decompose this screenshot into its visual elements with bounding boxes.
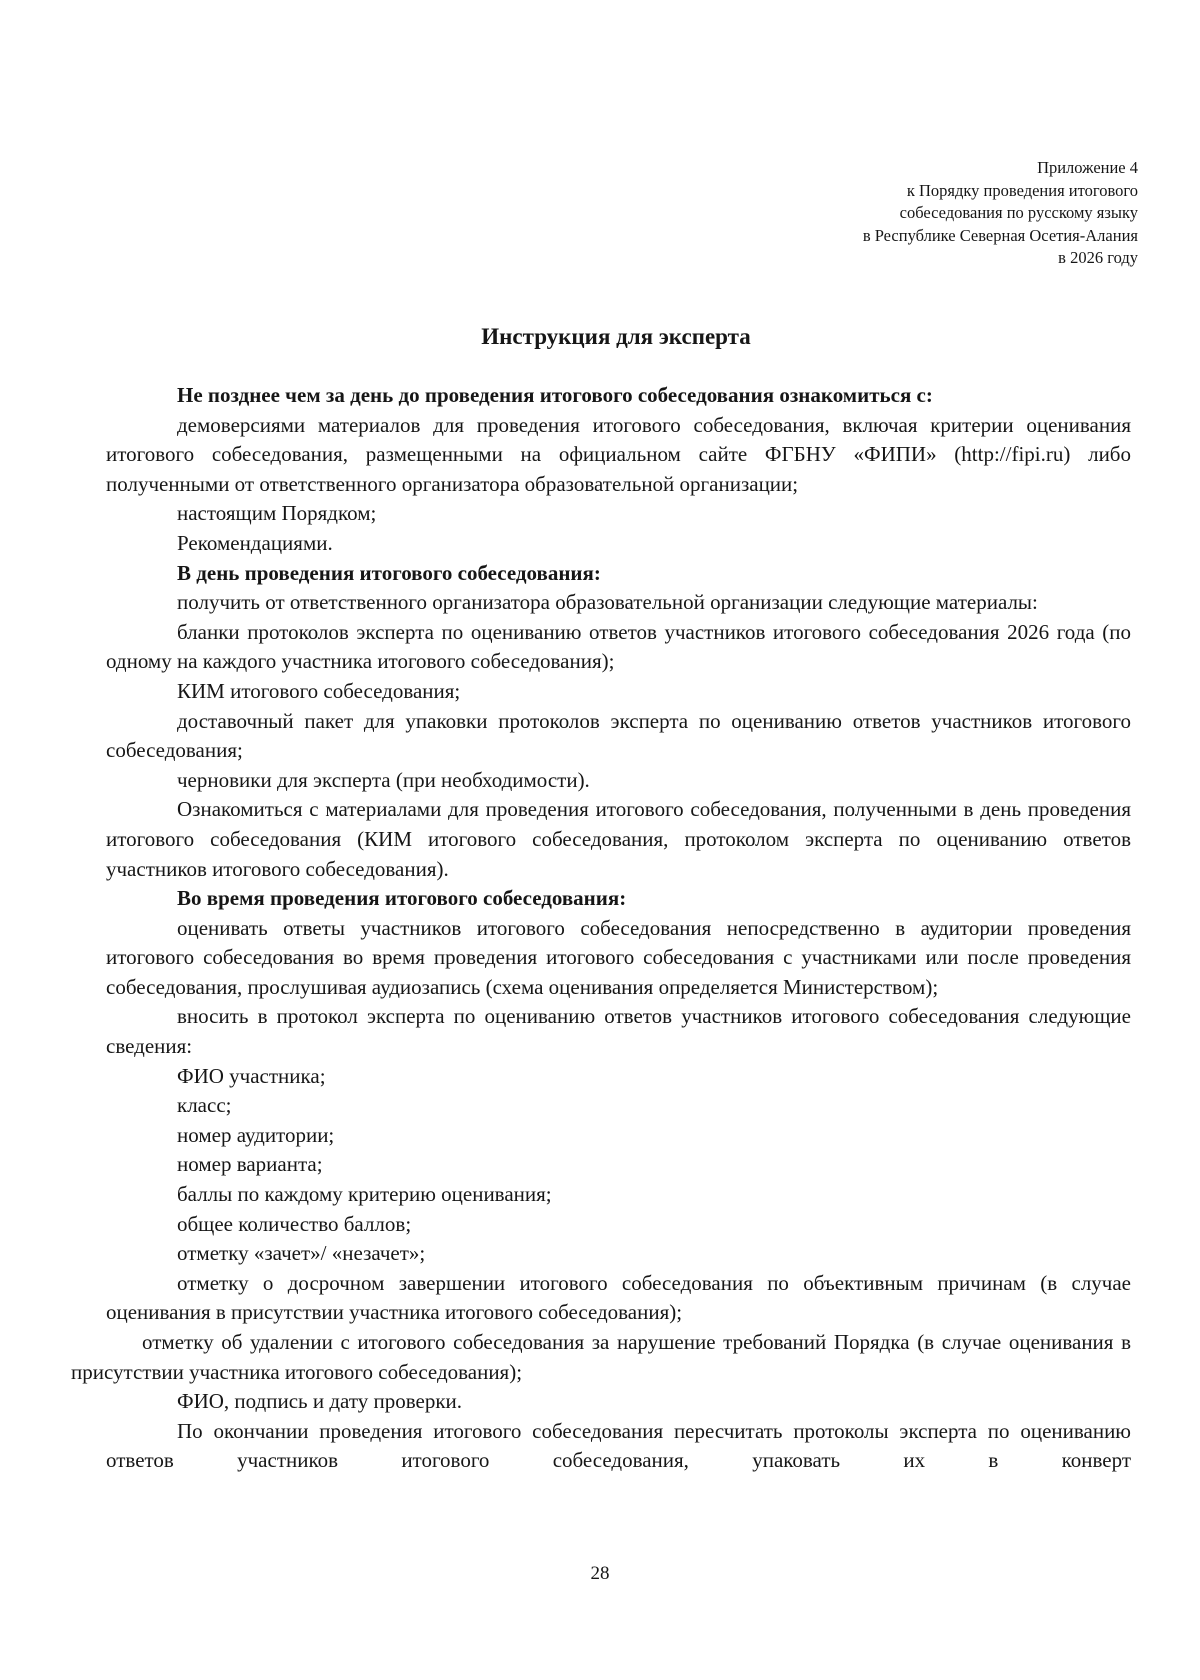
paragraph: По окончании проведения итогового собеседования пересчитать протоколы эксперта по оцениванию ответов участников итогового собеседования, упаковать их в конверт bbox=[106, 1418, 1131, 1473]
paragraph: получить от ответственного организатора образовательной организации следующие материалы: bbox=[177, 590, 1038, 615]
list-item: настоящим Порядком; bbox=[177, 501, 377, 526]
list-item: доставочный пакет для упаковки протоколов эксперта по оцениванию ответов участников итогового собеседования; bbox=[106, 708, 1131, 763]
list-item: отметку о досрочном завершении итогового собеседования по объективным причинам (в случае оценивания в присутствии участника итогового собеседования); bbox=[106, 1270, 1131, 1325]
list-item: баллы по каждому критерию оценивания; bbox=[177, 1182, 552, 1207]
list-item: Рекомендациями. bbox=[177, 530, 333, 555]
list-item: отметку об удалении с итогового собеседования за нарушение требований Порядка (в случае оценивания в присутствии участника итогового собеседования); bbox=[71, 1330, 1131, 1384]
list-item: бланки протоколов эксперта по оцениванию ответов участников итогового собеседования 2026 года (по одному на каждого участника итогового собеседования); bbox=[106, 619, 1131, 674]
list-item: общее количество баллов; bbox=[177, 1211, 412, 1236]
section-heading: Во время проведения итогового собеседования: bbox=[177, 886, 627, 911]
list-item: черновики для эксперта (при необходимости). bbox=[177, 767, 590, 792]
appendix-line: в Республике Северная Осетия-Алания bbox=[862, 225, 1138, 245]
list-item: ФИО, подпись и дату проверки. bbox=[177, 1389, 463, 1414]
section-heading: В день проведения итогового собеседования: bbox=[177, 560, 601, 585]
list-item: ФИО участника; bbox=[177, 1063, 326, 1088]
list-item: номер варианта; bbox=[177, 1152, 323, 1177]
appendix-line: Приложение 4 bbox=[1037, 158, 1138, 177]
page-number: 28 bbox=[590, 1563, 610, 1584]
appendix-line: в 2026 году bbox=[1058, 248, 1138, 267]
list-item: класс; bbox=[177, 1093, 232, 1118]
paragraph: Ознакомиться с материалами для проведения итогового собеседования, полученными в день проведения итогового собеседования (КИМ итогового собеседования, протоколом эксперта по оцениванию ответов участников итогового собеседования). bbox=[106, 797, 1131, 881]
appendix-line: к Порядку проведения итогового bbox=[906, 180, 1138, 200]
paragraph: оценивать ответы участников итогового собеседования непосредственно в аудитории проведения итогового собеседования во время проведения итогового собеседования с участниками или после проведения собеседования, прослушивая аудиозапись (схема оценивания определяется Министерством); bbox=[106, 915, 1131, 999]
paragraph: демоверсиями материалов для проведения итогового собеседования, включая критерии оценивания итогового собеседования, размещенными на официальном сайте ФГБНУ «ФИПИ» (http://fipi.ru) либо полученными от ответственного организатора образовательной организации; bbox=[106, 412, 1131, 496]
paragraph: вносить в протокол эксперта по оцениванию ответов участников итогового собеседования следующие сведения: bbox=[106, 1004, 1131, 1059]
appendix-line: собеседования по русскому языку bbox=[899, 203, 1138, 222]
document-title: Инструкция для эксперта bbox=[481, 324, 751, 349]
list-item: отметку «зачет»/ «незачет»; bbox=[177, 1241, 426, 1266]
list-item: КИМ итогового собеседования; bbox=[177, 678, 461, 703]
document-body bbox=[71, 381, 1131, 1476]
list-item: номер аудитории; bbox=[177, 1122, 335, 1147]
section-heading: Не позднее чем за день до проведения итогового собеседования ознакомиться с: bbox=[177, 383, 933, 407]
appendix-header bbox=[863, 157, 1138, 270]
